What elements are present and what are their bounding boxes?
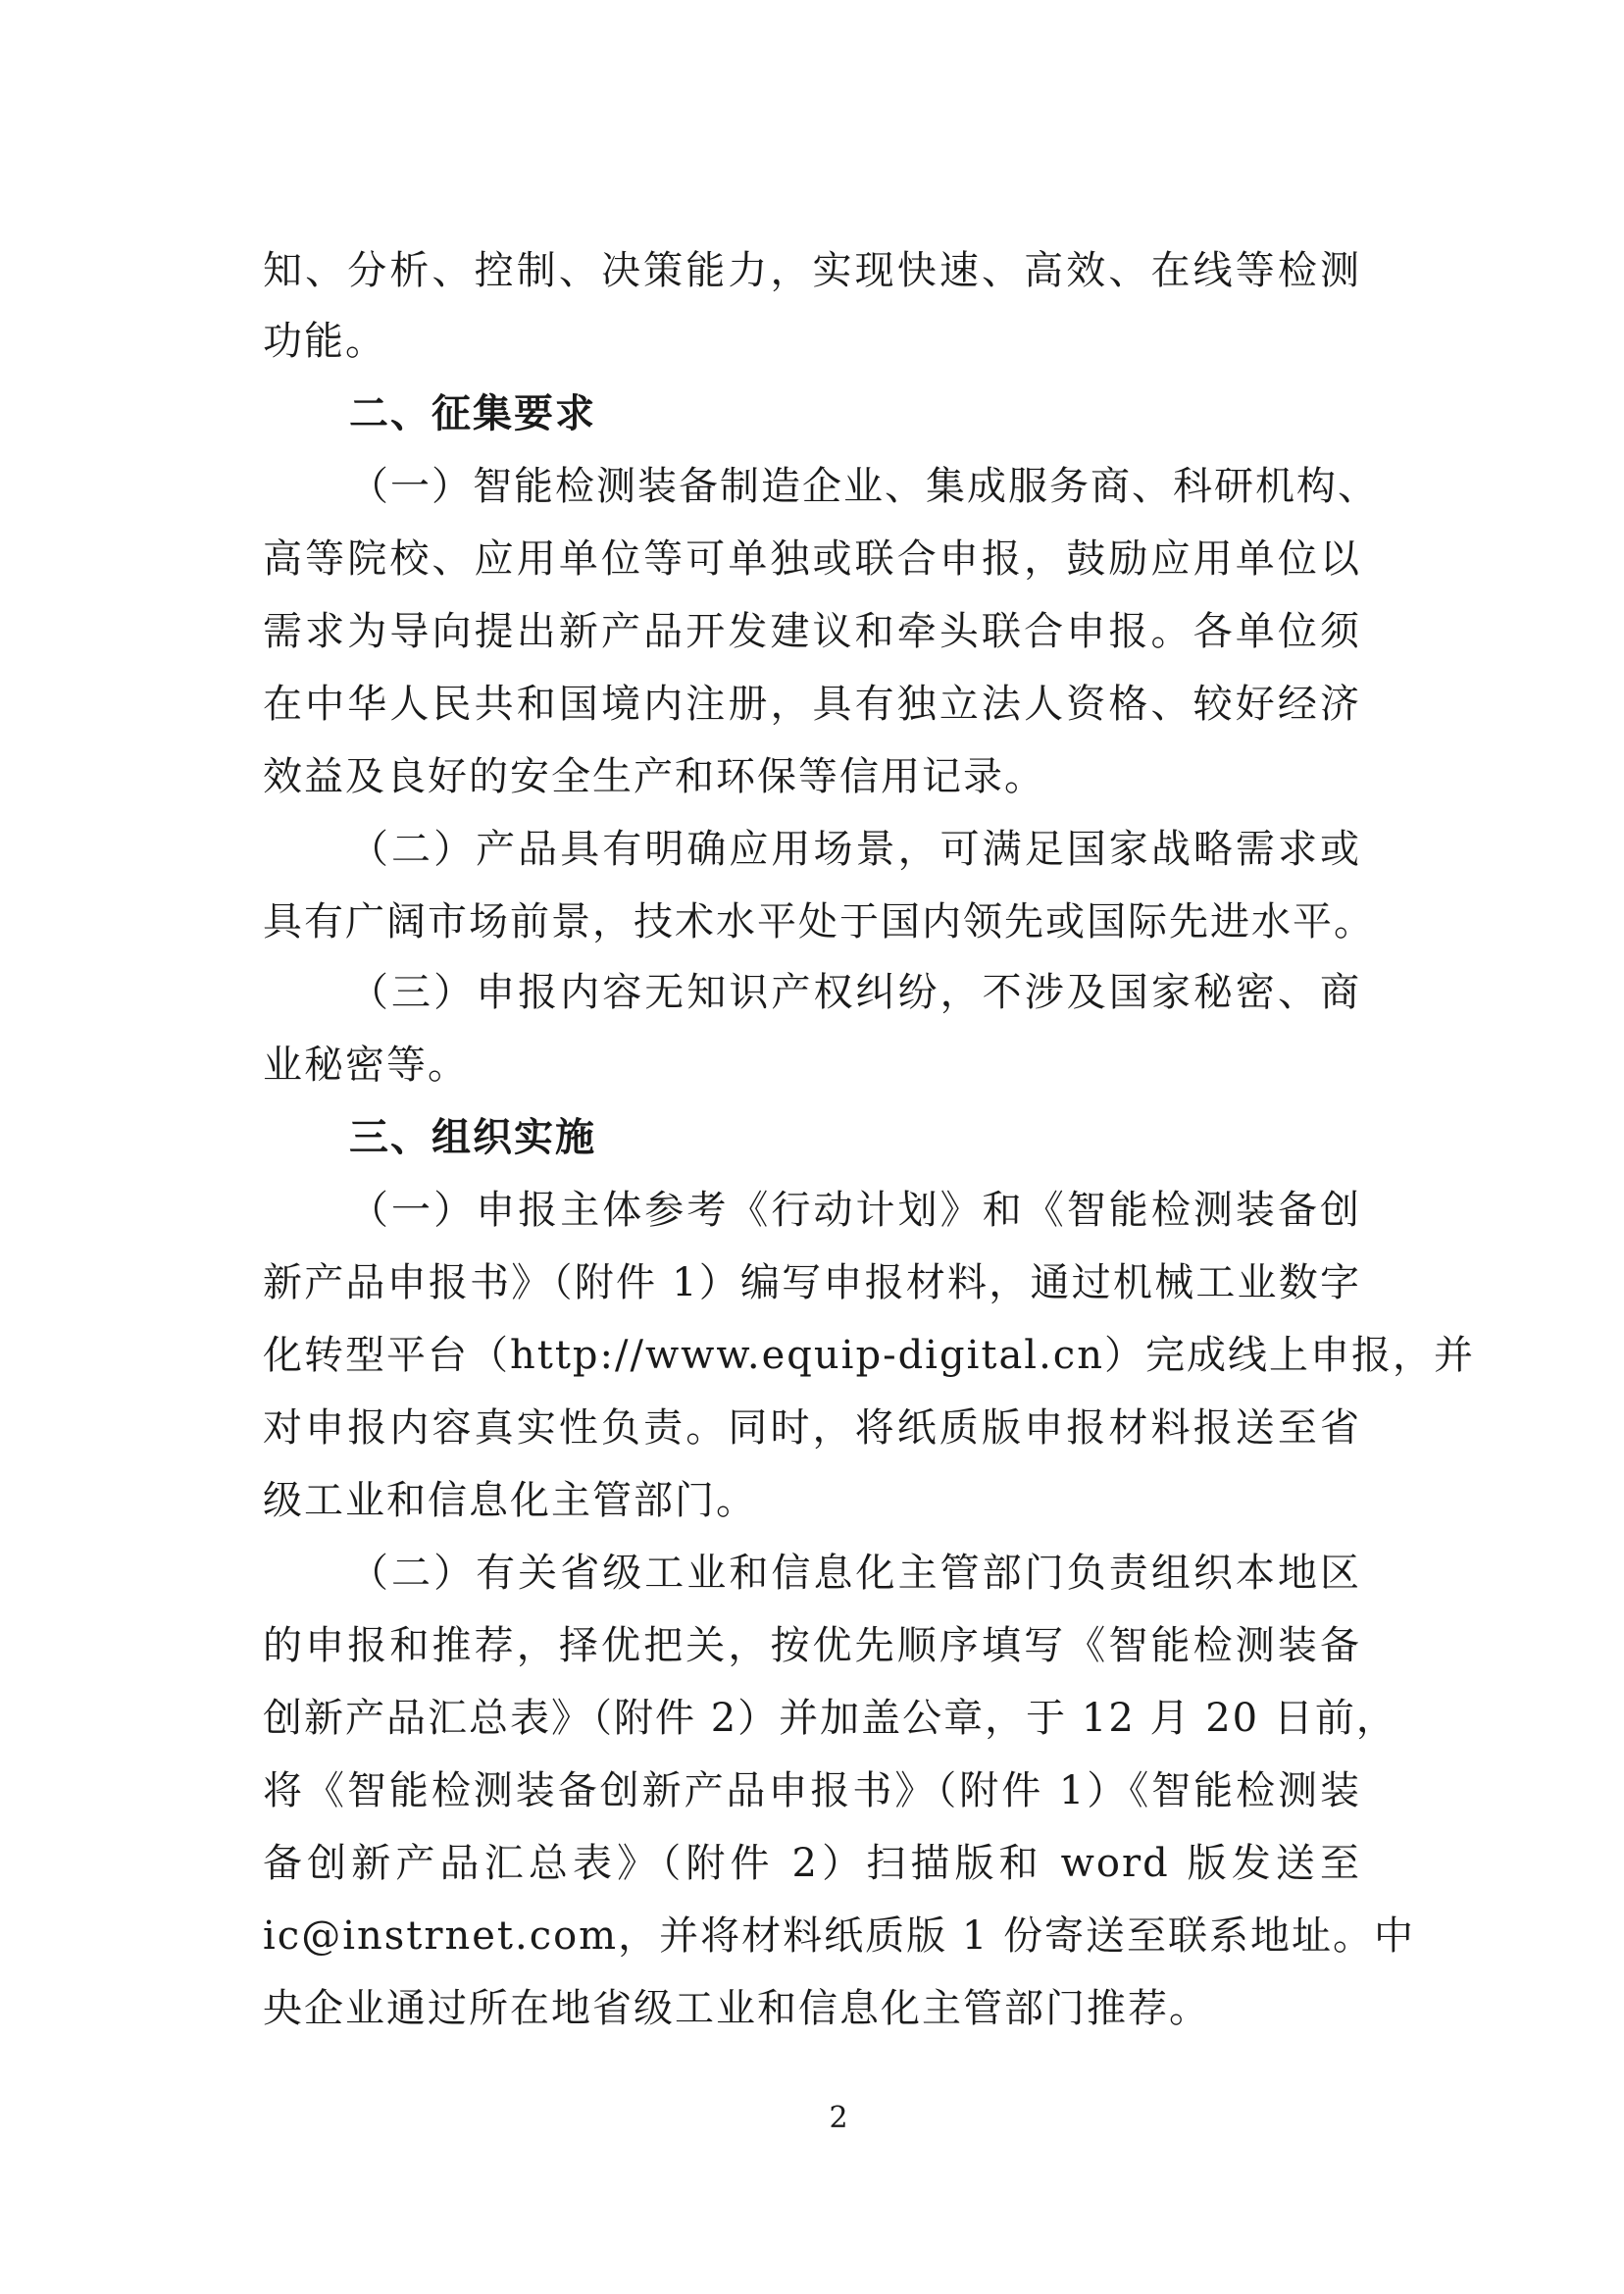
body-line: 将《智能检测装备创新产品申报书》（附件 1）《智能检测装 bbox=[263, 1768, 1361, 1813]
body-line: 功能。 bbox=[263, 319, 386, 364]
body-line: 级工业和信息化主管部门。 bbox=[263, 1478, 757, 1523]
body-line: （二）产品具有明确应用场景，可满足国家战略需求或 bbox=[349, 827, 1361, 872]
body-line: 对申报内容真实性负责。同时，将纸质版申报材料报送至省 bbox=[263, 1405, 1361, 1451]
body-line: 的申报和推荐，择优把关，按优先顺序填写《智能检测装备 bbox=[263, 1623, 1361, 1668]
body-line: （三）申报内容无知识产权纠纷，不涉及国家秘密、商 bbox=[349, 970, 1361, 1015]
body-line: 新产品申报书》（附件 1）编写申报材料，通过机械工业数字 bbox=[263, 1260, 1361, 1305]
body-line: 需求为导向提出新产品开发建议和牵头联合申报。各单位须 bbox=[263, 609, 1361, 654]
body-line: 高等院校、应用单位等可单独或联合申报，鼓励应用单位以 bbox=[263, 536, 1361, 582]
body-line: 央企业通过所在地省级工业和信息化主管部门推荐。 bbox=[263, 1986, 1210, 2031]
body-line: （一）申报主体参考《行动计划》和《智能检测装备创 bbox=[349, 1188, 1361, 1233]
body-line: 具有广阔市场前景，技术水平处于国内领先或国际先进水平。 bbox=[263, 899, 1375, 944]
page-number: 2 bbox=[829, 2101, 848, 2135]
section-heading: 二、征集要求 bbox=[349, 391, 596, 436]
body-line: 化转型平台（http://www.equip-digital.cn）完成线上申报，并 bbox=[263, 1333, 1475, 1378]
body-line: 备创新产品汇总表》（附件 2）扫描版和 word 版发送至 bbox=[263, 1841, 1361, 1886]
body-line: 在中华人民共和国境内注册，具有独立法人资格、较好经济 bbox=[263, 682, 1361, 727]
body-line: 效益及良好的安全生产和环保等信用记录。 bbox=[263, 754, 1045, 799]
body-line: （二）有关省级工业和信息化主管部门负责组织本地区 bbox=[349, 1551, 1361, 1596]
body-line: 知、分析、控制、决策能力，实现快速、高效、在线等检测 bbox=[263, 248, 1361, 293]
section-heading: 三、组织实施 bbox=[349, 1115, 596, 1160]
body-line: ic@instrnet.com，并将材料纸质版 1 份寄送至联系地址。中 bbox=[263, 1913, 1415, 1959]
body-line: 创新产品汇总表》（附件 2）并加盖公章，于 12 月 20 日前， bbox=[263, 1696, 1397, 1741]
body-line: （一）智能检测装备制造企业、集成服务商、科研机构、 bbox=[349, 464, 1379, 509]
body-line: 业秘密等。 bbox=[263, 1043, 469, 1088]
